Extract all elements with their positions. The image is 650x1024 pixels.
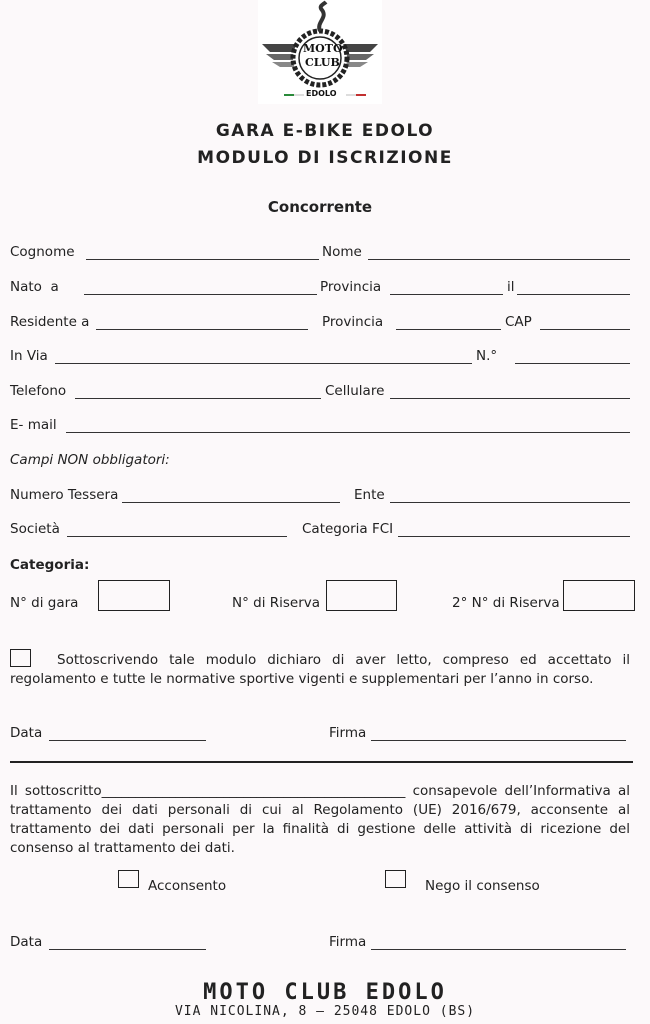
form-title-line2: MODULO DI ISCRIZIONE xyxy=(197,148,453,168)
telefono-label: Telefono xyxy=(10,383,67,399)
ente-field[interactable] xyxy=(390,502,630,503)
data-label-1: Data xyxy=(10,725,43,741)
data-field-1[interactable] xyxy=(49,740,206,741)
footer-address: VIA NICOLINA, 8 – 25048 EDOLO (BS) xyxy=(174,1004,476,1019)
nato-a-label: Nato a xyxy=(10,279,59,295)
telefono-field[interactable] xyxy=(75,398,321,399)
data-nascita-field[interactable] xyxy=(517,294,630,295)
cognome-field[interactable] xyxy=(86,259,319,260)
privacy-text: Il sottoscritto_____________________________________________ consapevole dell’Informativa al trattamento dei dati personali di cui al Regolamento (UE) 2016/679, acconsente al trattamento dei dati personali per la finalità di gestione delle attività di ricezione del consenso al trattamento dei dati. xyxy=(10,783,630,856)
cellulare-field[interactable] xyxy=(390,398,630,399)
logo-text-club: CLUB xyxy=(305,56,340,69)
acconsento-label: Acconsento xyxy=(148,878,227,894)
numero-gara-label: N° di gara xyxy=(10,595,79,611)
optional-fields-note: Campi NON obbligatori: xyxy=(10,452,170,468)
logo-text-edolo: EDOLO xyxy=(306,89,337,98)
form-title-line1: GARA E-BIKE EDOLO xyxy=(215,121,435,141)
categoria-heading: Categoria: xyxy=(10,557,90,573)
declaration-text: Sottoscrivendo tale modulo dichiaro di aver letto, compreso ed accettato il regolamento e tutte le normative sportive vigenti e supplementari per l’anno in corso. xyxy=(10,652,630,687)
email-label: E- mail xyxy=(10,417,57,433)
section-heading: Concorrente xyxy=(267,198,373,216)
footer-club-name: MOTO CLUB EDOLO xyxy=(203,980,447,1005)
nato-a-field[interactable] xyxy=(84,294,317,295)
ente-label: Ente xyxy=(354,487,385,503)
data-label-2: Data xyxy=(10,934,43,950)
separator-line xyxy=(10,761,633,763)
secondo-numero-riserva-box[interactable] xyxy=(563,580,635,611)
data-nascita-label: il xyxy=(507,279,515,295)
societa-field[interactable] xyxy=(67,536,287,537)
nome-field[interactable] xyxy=(368,259,630,260)
nego-consenso-checkbox[interactable] xyxy=(385,870,406,888)
firma-field-1[interactable] xyxy=(371,740,626,741)
numero-riserva-box[interactable] xyxy=(326,580,397,611)
provincia-residenza-field[interactable] xyxy=(396,329,501,330)
provincia-residenza-label: Provincia xyxy=(322,314,384,330)
categoria-fci-field[interactable] xyxy=(398,536,630,537)
cap-label: CAP xyxy=(505,314,532,330)
cellulare-label: Cellulare xyxy=(325,383,385,399)
firma-label-2: Firma xyxy=(329,934,367,950)
societa-label: Società xyxy=(10,521,60,537)
data-field-2[interactable] xyxy=(49,949,206,950)
logo-text-moto: MOTO xyxy=(303,42,343,55)
cap-field[interactable] xyxy=(540,329,630,330)
numero-civico-label: N.° xyxy=(476,348,498,364)
numero-gara-box[interactable] xyxy=(98,580,170,611)
residente-a-field[interactable] xyxy=(96,329,308,330)
numero-riserva-label: N° di Riserva xyxy=(232,595,321,611)
numero-civico-field[interactable] xyxy=(515,363,630,364)
club-logo xyxy=(258,0,382,104)
provincia-nascita-field[interactable] xyxy=(390,294,503,295)
firma-label-1: Firma xyxy=(329,725,367,741)
nome-label: Nome xyxy=(322,244,362,260)
acconsento-checkbox[interactable] xyxy=(118,870,139,888)
cognome-label: Cognome xyxy=(10,244,75,260)
firma-field-2[interactable] xyxy=(371,949,626,950)
categoria-fci-label: Categoria FCI xyxy=(302,521,394,537)
provincia-nascita-label: Provincia xyxy=(320,279,382,295)
secondo-numero-riserva-label: 2° N° di Riserva xyxy=(452,595,560,611)
residente-a-label: Residente a xyxy=(10,314,90,330)
nego-consenso-label: Nego il consenso xyxy=(425,878,540,894)
numero-tessera-label: Numero Tessera xyxy=(10,487,119,503)
via-label: In Via xyxy=(10,348,48,364)
email-field[interactable] xyxy=(66,432,630,433)
numero-tessera-field[interactable] xyxy=(122,502,340,503)
via-field[interactable] xyxy=(55,363,472,364)
